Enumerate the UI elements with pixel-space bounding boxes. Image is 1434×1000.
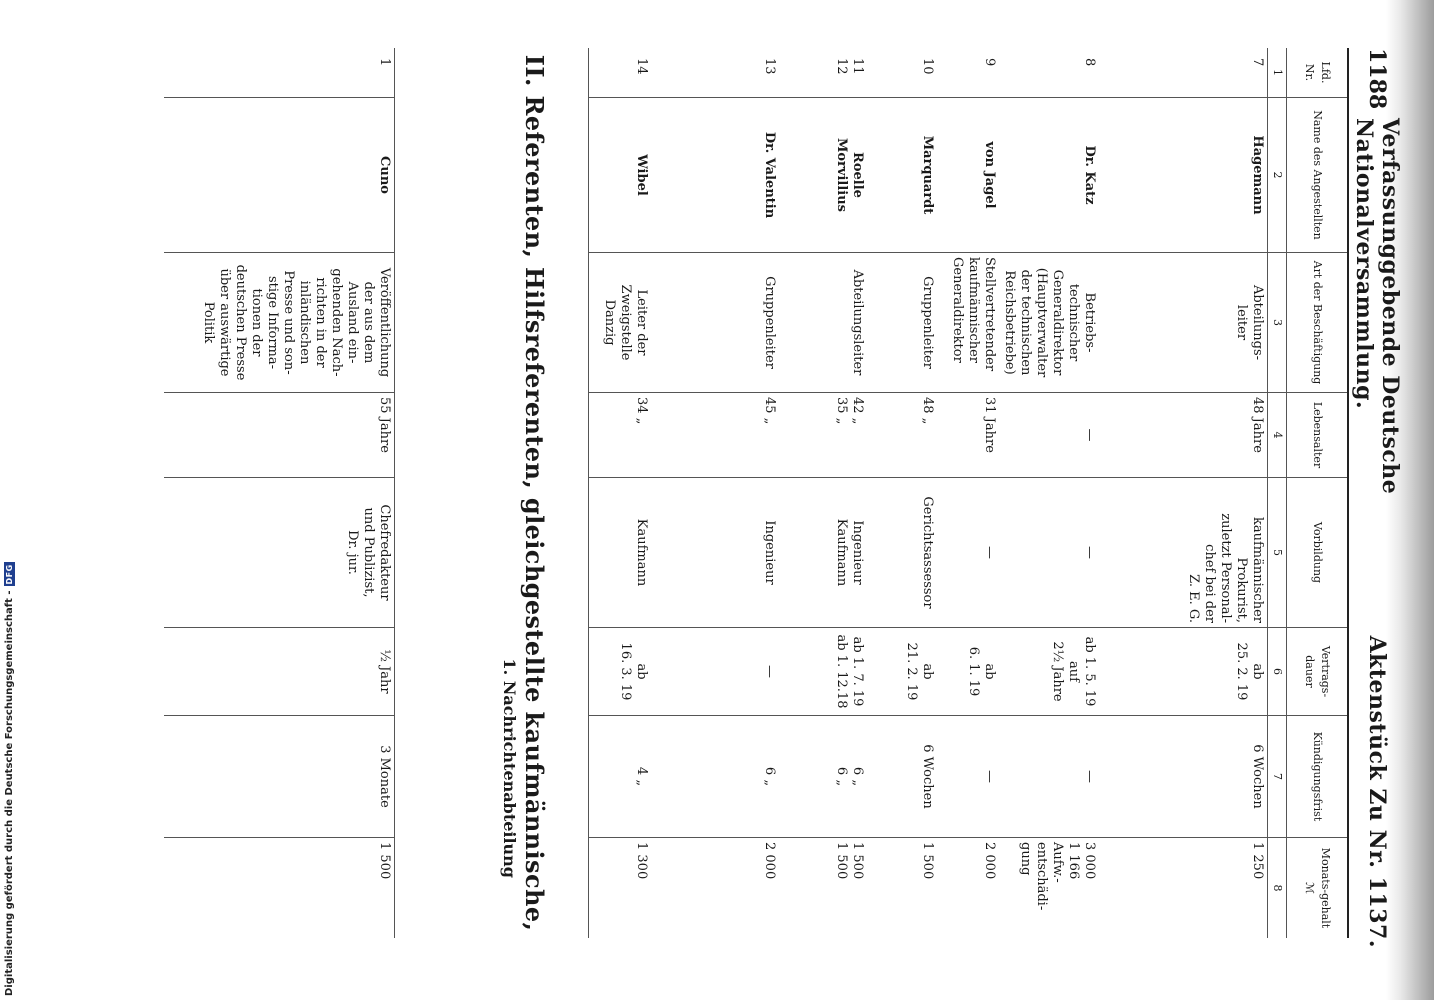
- document-title: Verfassunggebende Deutsche Nationalversammlung.: [1351, 118, 1403, 495]
- table-row: [164, 48, 394, 938]
- monthly-salary: 1 500: [920, 842, 935, 880]
- employment-type: Abteilungs- leiter: [1099, 253, 1267, 393]
- contract-duration: ab 1. 7. 19 ab 1. 12.18: [779, 628, 867, 716]
- notice-period: 4 „: [589, 716, 651, 838]
- document-page-continued: [95, 48, 395, 948]
- table-row: [867, 48, 937, 938]
- row-number: 13: [651, 48, 779, 98]
- contract-duration: ab 21. 2. 19: [867, 628, 937, 716]
- employee-name: Dr. Katz: [999, 98, 1099, 253]
- column-number: 8: [1271, 884, 1284, 892]
- age: 45 „: [651, 393, 779, 478]
- header-cell: Lebensalter: [1287, 393, 1347, 478]
- staff-table: [588, 48, 1349, 938]
- row-number: 1: [164, 48, 394, 98]
- notice-period: 6 Wochen: [1099, 716, 1267, 838]
- table-row: [999, 48, 1099, 938]
- column-number: 2: [1268, 98, 1286, 253]
- employee-name: von Jagel: [937, 98, 999, 253]
- education: Ingenieur: [651, 478, 779, 628]
- education: Chefredakteur und Publizist, Dr. jur.: [164, 478, 394, 628]
- row-number: 11 12: [779, 48, 867, 98]
- column-number: 1: [1268, 48, 1286, 98]
- employment-type: Gruppenleiter: [867, 253, 937, 393]
- header-cell: Vertrags-dauer: [1287, 628, 1347, 716]
- notice-period: 6 „ 6 „: [779, 716, 867, 838]
- notice-period: 6 „: [651, 716, 779, 838]
- monthly-salary: 1 500 1 500: [834, 842, 865, 880]
- funding-note-text: Digitalisierung gefördert durch die Deutsche Forschungsgemeinschaft -: [3, 590, 15, 996]
- section-title: II. Referenten, Hilfsreferenten, gleichgestellte kaufmännische,: [520, 54, 549, 932]
- table-row: [651, 48, 779, 938]
- header-cell: Monats-gehalt ℳ: [1303, 847, 1332, 929]
- monthly-salary: 2 000: [762, 842, 777, 880]
- table-row: [937, 48, 999, 938]
- employment-type: Stellvertretender kaufmännischer Generaldirektor: [937, 253, 999, 393]
- subsection-title: 1. Nachrichtenabteilung: [500, 658, 519, 878]
- age: 55 Jahre: [164, 393, 394, 478]
- funding-note: [2, 564, 16, 996]
- employee-name: Hagemann: [1099, 98, 1267, 253]
- monthly-salary: 1 500: [377, 842, 392, 880]
- page-number: 1188: [1364, 48, 1390, 110]
- row-number: 9: [937, 48, 999, 98]
- header-cell: Name des Angestellten: [1287, 98, 1347, 253]
- notice-period: —: [999, 716, 1099, 838]
- header-cell: Lfd. Nr.: [1287, 48, 1347, 98]
- employment-type: Gruppenleiter: [651, 253, 779, 393]
- header-cell: Kündigungsfrist: [1287, 716, 1347, 838]
- monthly-salary: 3 000 1 166 Aufw.- entschädi- gung: [1018, 842, 1097, 911]
- header-cell: Vorbildung: [1287, 478, 1347, 628]
- table-row: [1099, 48, 1267, 938]
- employment-type: Leiter der Zweigstelle Danzig: [589, 253, 651, 393]
- staff-table-continued: [164, 48, 395, 938]
- education: kaufmännischer Prokurist, zuletzt Personal- chef bei der Z. E. G.: [1099, 478, 1267, 628]
- contract-duration: ab 6. 1. 19: [937, 628, 999, 716]
- employee-name: Marquardt: [867, 98, 937, 253]
- row-number: 7: [1099, 48, 1267, 98]
- row-number: 8: [999, 48, 1099, 98]
- employment-type: Abteilungsleiter: [779, 253, 867, 393]
- notice-period: 3 Monate: [164, 716, 394, 838]
- employment-type: Veröffentlichung der aus dem Ausland ein- gehenden Nach- richten in der inländischen Presse und son- stige Informa- tionen der deutschen Presse über auswärtige Politik: [164, 253, 394, 393]
- employee-name: Wibel: [589, 98, 651, 253]
- age: 48 Jahre: [1099, 393, 1267, 478]
- column-number: 5: [1268, 478, 1286, 628]
- page-header: [1351, 48, 1403, 948]
- dfg-logo: DFG: [4, 564, 14, 585]
- age: 48 „: [867, 393, 937, 478]
- contract-duration: ab 1. 5. 19 auf 2½ Jahre: [999, 628, 1099, 716]
- education: Ingenieur Kaufmann: [779, 478, 867, 628]
- age: 42 „ 35 „: [779, 393, 867, 478]
- column-number: 3: [1268, 253, 1286, 393]
- employee-name: Cuno: [164, 98, 394, 253]
- monthly-salary: 1 300: [634, 842, 649, 880]
- age: 31 Jahre: [937, 393, 999, 478]
- employee-name: Dr. Valentin: [651, 98, 779, 253]
- education: —: [999, 478, 1099, 628]
- column-number: 6: [1268, 628, 1286, 716]
- education: Kaufmann: [589, 478, 651, 628]
- row-number: 14: [589, 48, 651, 98]
- monthly-salary: 1 250: [1250, 842, 1265, 880]
- table-row: [588, 48, 651, 938]
- education: Gerichtsassessor: [867, 478, 937, 628]
- monthly-salary: 2 000: [982, 842, 997, 880]
- notice-period: 6 Wochen: [867, 716, 937, 838]
- contract-duration: ab 25. 2. 19: [1099, 628, 1267, 716]
- contract-duration: —: [651, 628, 779, 716]
- age: —: [999, 393, 1099, 478]
- notice-period: —: [937, 716, 999, 838]
- age: 34 „: [589, 393, 651, 478]
- employment-type: Betriebs- technischer Generaldirektor (Hauptverwalter der technischen Reichsbetriebe): [999, 253, 1099, 393]
- contract-duration: ½ Jahr: [164, 628, 394, 716]
- row-number: 10: [867, 48, 937, 98]
- document-reference: Aktenstück Zu Nr. 1137.: [1364, 635, 1390, 948]
- education: —: [937, 478, 999, 628]
- table-header-row: [1287, 48, 1347, 938]
- table-row: [779, 48, 867, 938]
- column-number: 7: [1268, 716, 1286, 838]
- contract-duration: ab 16. 3. 19: [589, 628, 651, 716]
- column-number: 4: [1268, 393, 1286, 478]
- employee-name: Roelle Morvillius: [779, 98, 867, 253]
- column-number-row: [1267, 48, 1287, 938]
- header-cell: Art der Beschäftigung: [1287, 253, 1347, 393]
